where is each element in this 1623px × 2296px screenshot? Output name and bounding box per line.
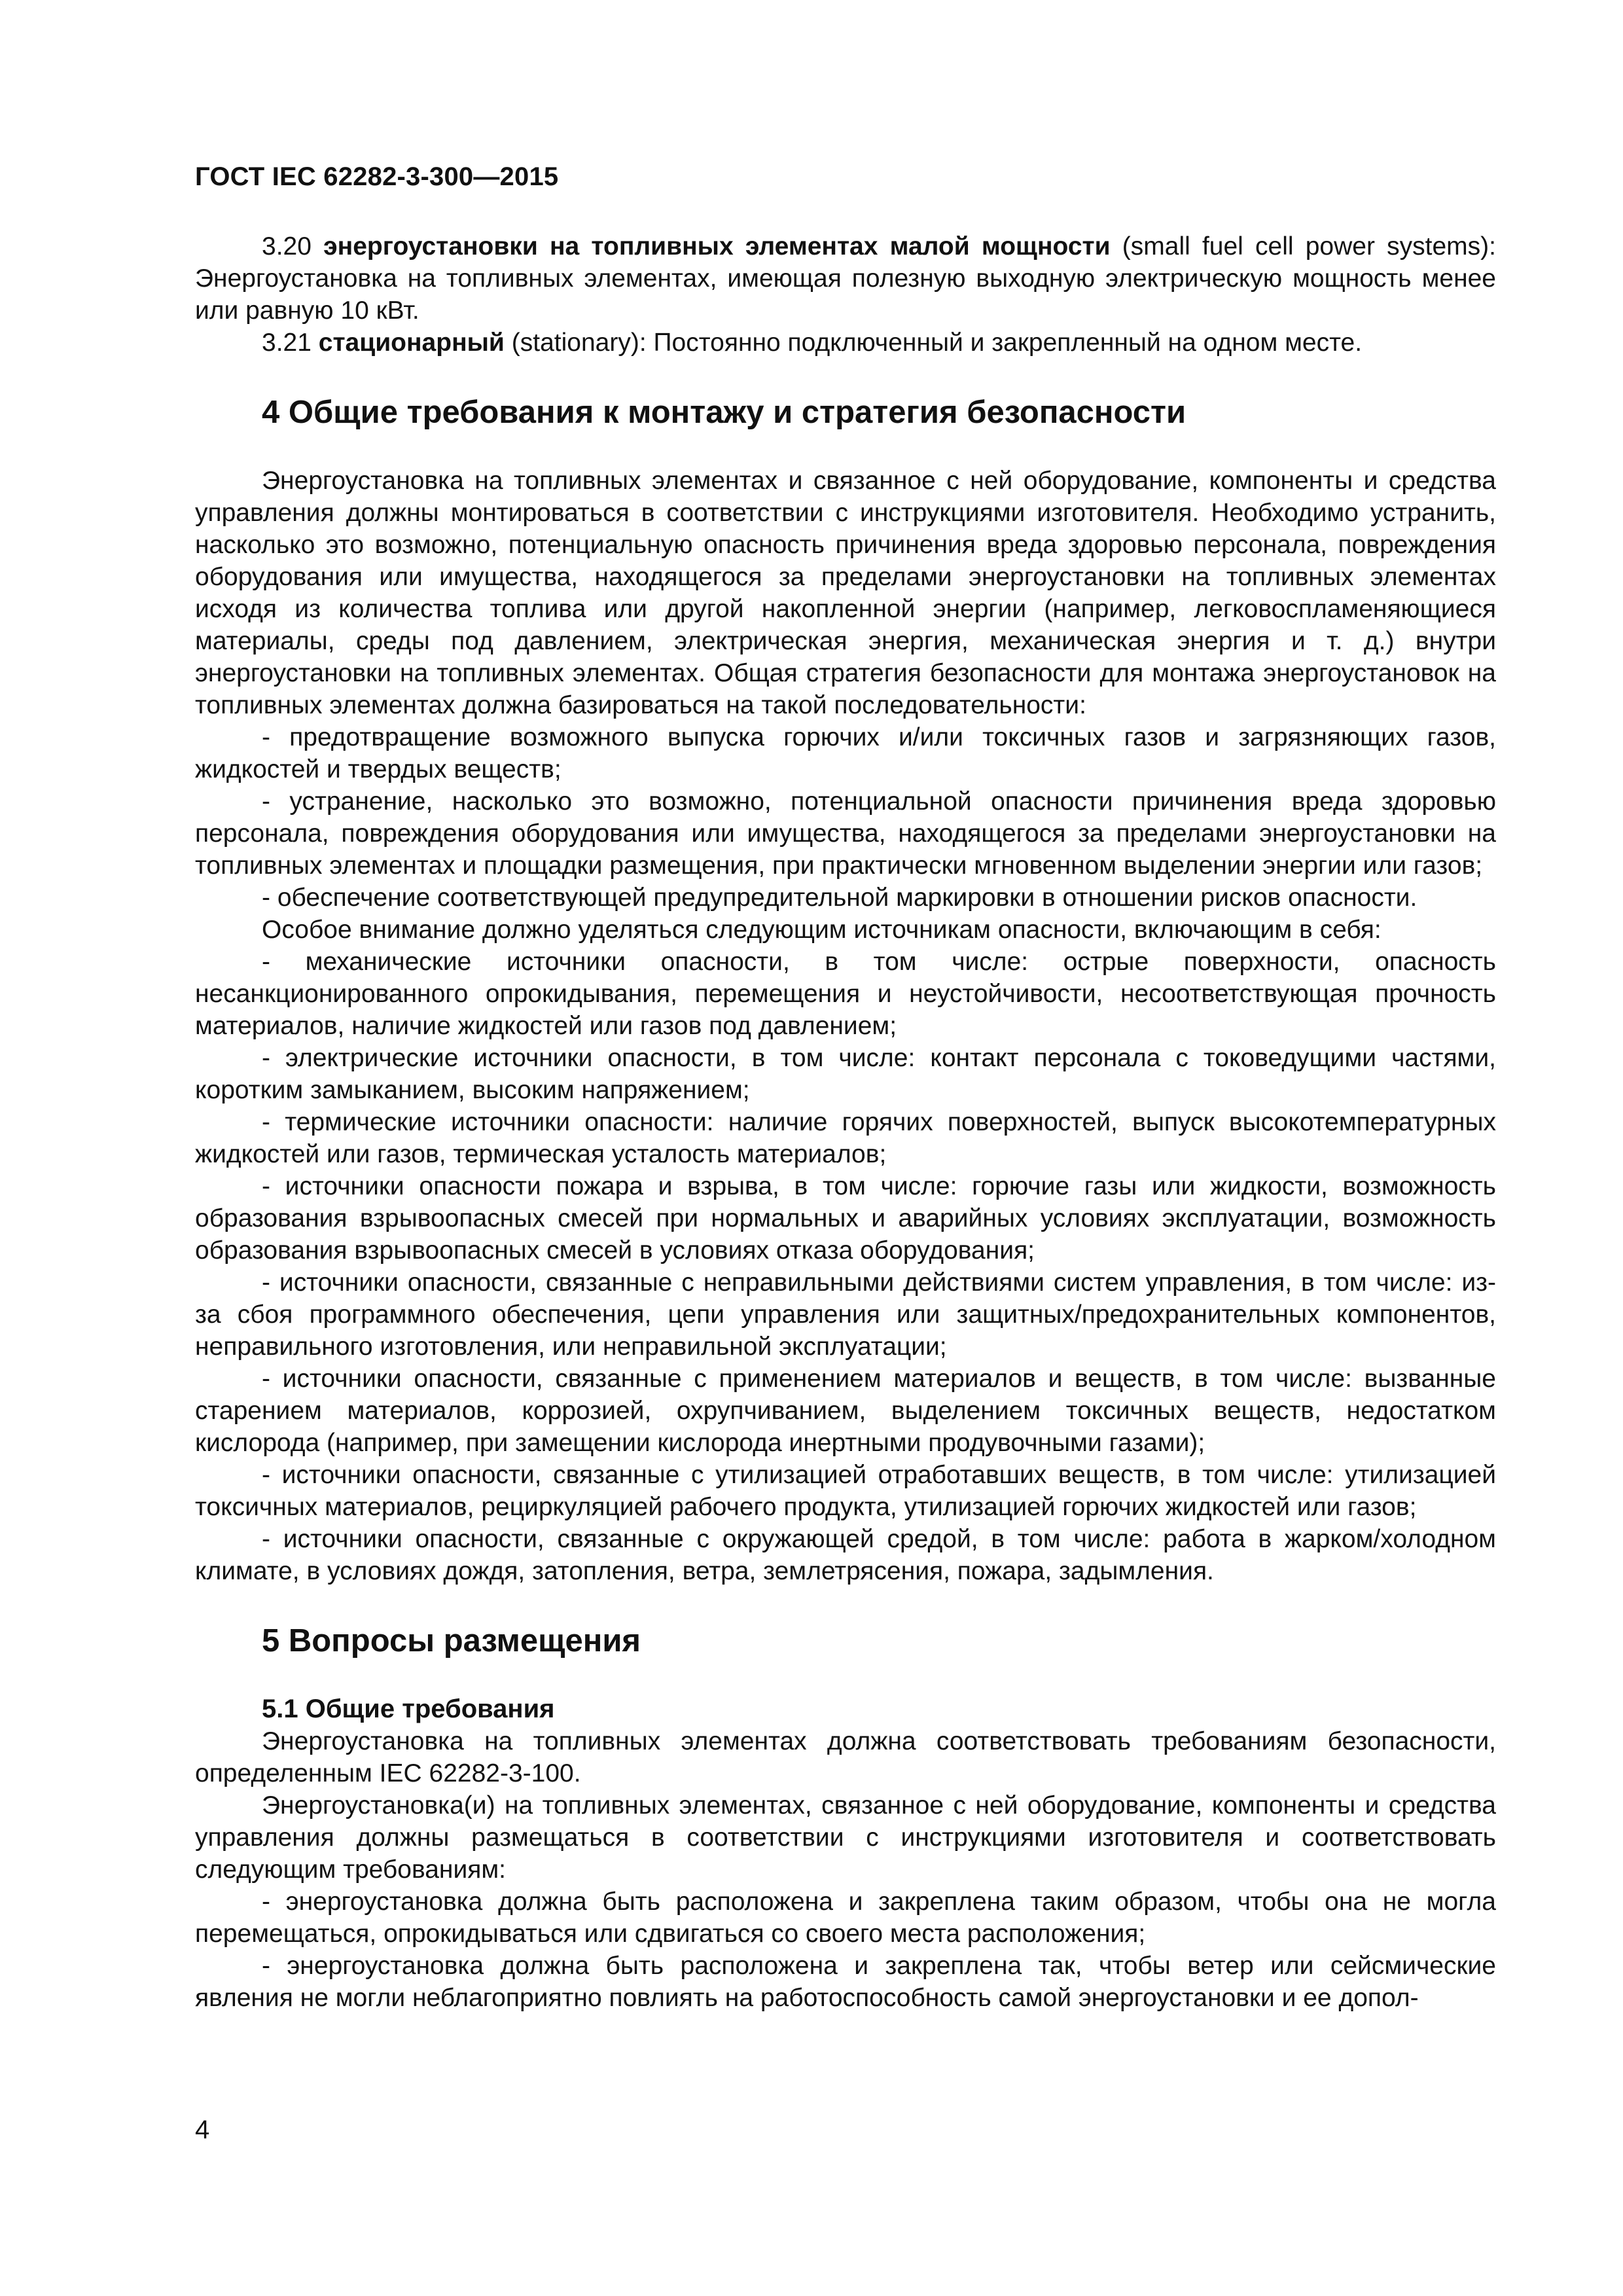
defined-term: стационарный [318,329,505,357]
list-item: - обеспечение соответствующей предупредительной маркировки в отношении рисков опасности. [262,884,1418,912]
section-4-heading: 4 Общие требования к монтажу и стратегия безопасности [262,395,1186,430]
definition-text: (stationary): Постоянно подключенный и закрепленный на одном месте. [504,329,1363,357]
clause-number: 3.21 [262,329,319,357]
paragraph: Энергоустановка на топливных элементах должна соответствовать требованиям безопасности, определенным IEC 62282-3-100. [195,1727,1496,1787]
subsection-5-1-heading: 5.1 Общие требования [262,1695,555,1723]
section-5-heading: 5 Вопросы размещения [262,1623,641,1659]
list-item: - механические источники опасности, в том числе: острые поверхности, опасность несанкционированного опрокидывания, перемещения и неустойчивости, несоответствующая прочность материалов, наличие жидкостей или газов под давлением; [195,948,1496,1040]
list-item: - источники опасности, связанные с утилизацией отработавших веществ, в том числе: утилизацией токсичных материалов, рециркуляцией рабочего продукта, утилизацией горючих жидкостей или газов; [195,1461,1496,1521]
list-item: - электрические источники опасности, в том числе: контакт персонала с токоведущими частями, коротким замыканием, высоким напряжением; [195,1044,1496,1104]
list-item: - источники опасности, связанные с окружающей средой, в том числе: работа в жарком/холодном климате, в условиях дождя, затопления, ветра, землетрясения, пожара, задымления. [195,1525,1496,1585]
definition-text: (small fuel cell power systems): Энергоустановка на топливных элементах, имеющая полезную выходную электрическую мощность менее или равную 10 кВт. [195,232,1496,325]
section-4-intro: Энергоустановка на топливных элементах и связанное с ней оборудование, компоненты и средства управления должны монтироваться в соответствии с инструкциями изготовителя. Необходимо устранить, насколько это возможно, потенциальную опасность причинения вреда здоровью персонала, повреждения оборудования или имущества, находящегося за пределами энергоустановки на топливных элементах исходя из количества топлива или другой накопленной энергии (например, легковоспламеняющиеся материалы, среды под давлением, электрическая энергия, механическая энергия и т. д.) внутри энергоустановки на топливных элементах. Общая стратегия безопасности для монтажа энергоустановок на топливных элементах должна базироваться на такой последовательности: [195,467,1496,719]
list-item: - источники опасности, связанные с неправильными действиями систем управления, в том числе: из-за сбоя программного обеспечения, цепи управления или защитных/предохранительных компонентов, неправильного изготовления, или неправильной эксплуатации; [195,1268,1496,1361]
list-item: - устранение, насколько это возможно, потенциальной опасности причинения вреда здоровью персонала, повреждения оборудования или имущества, находящегося за пределами энергоустановки на топливных элементах и площадки размещения, при практически мгновенном выделении энергии или газов; [195,787,1496,880]
list-item: - термические источники опасности: наличие горячих поверхностей, выпуск высокотемпературных жидкостей или газов, термическая усталость материалов; [195,1108,1496,1168]
definition-3-20 [195,230,1496,327]
hazards-intro: Особое внимание должно уделяться следующим источникам опасности, включающим в себя: [262,916,1382,944]
definition-3-21 [195,327,1496,359]
list-item: - энергоустановка должна быть расположена и закреплена так, чтобы ветер или сейсмические явления не могли неблагоприятно повлиять на работоспособность самой энергоустановки и ее допол- [195,1952,1496,2012]
clause-number: 3.20 [262,232,324,260]
list-item: - источники опасности, связанные с применением материалов и веществ, в том числе: вызванные старением материалов, коррозией, охрупчиванием, выделением токсичных веществ, недостатком кислорода (например, при замещении кислорода инертными продувочными газами); [195,1365,1496,1457]
defined-term: энергоустановки на топливных элементах малой мощности [323,232,1111,260]
document-header: ГОСТ IEC 62282-3-300—2015 [195,162,559,191]
list-item: - энергоустановка должна быть расположена и закреплена таким образом, чтобы она не могла перемещаться, опрокидываться или сдвигаться со своего места расположения; [195,1888,1496,1948]
paragraph: Энергоустановка(и) на топливных элементах, связанное с ней оборудование, компоненты и средства управления должны размещаться в соответствии с инструкциями изготовителя и соответствовать следующим требованиям: [195,1791,1496,1884]
list-item: - источники опасности пожара и взрыва, в том числе: горючие газы или жидкости, возможность образования взрывоопасных смесей при нормальных и аварийных условиях эксплуатации, возможность образования взрывоопасных смесей в условиях отказа оборудования; [195,1172,1496,1265]
page-number: 4 [195,2115,210,2144]
list-item: - предотвращение возможного выпуска горючих и/или токсичных газов и загрязняющих газов, жидкостей и твердых веществ; [195,723,1496,783]
page-content [195,230,1496,2014]
